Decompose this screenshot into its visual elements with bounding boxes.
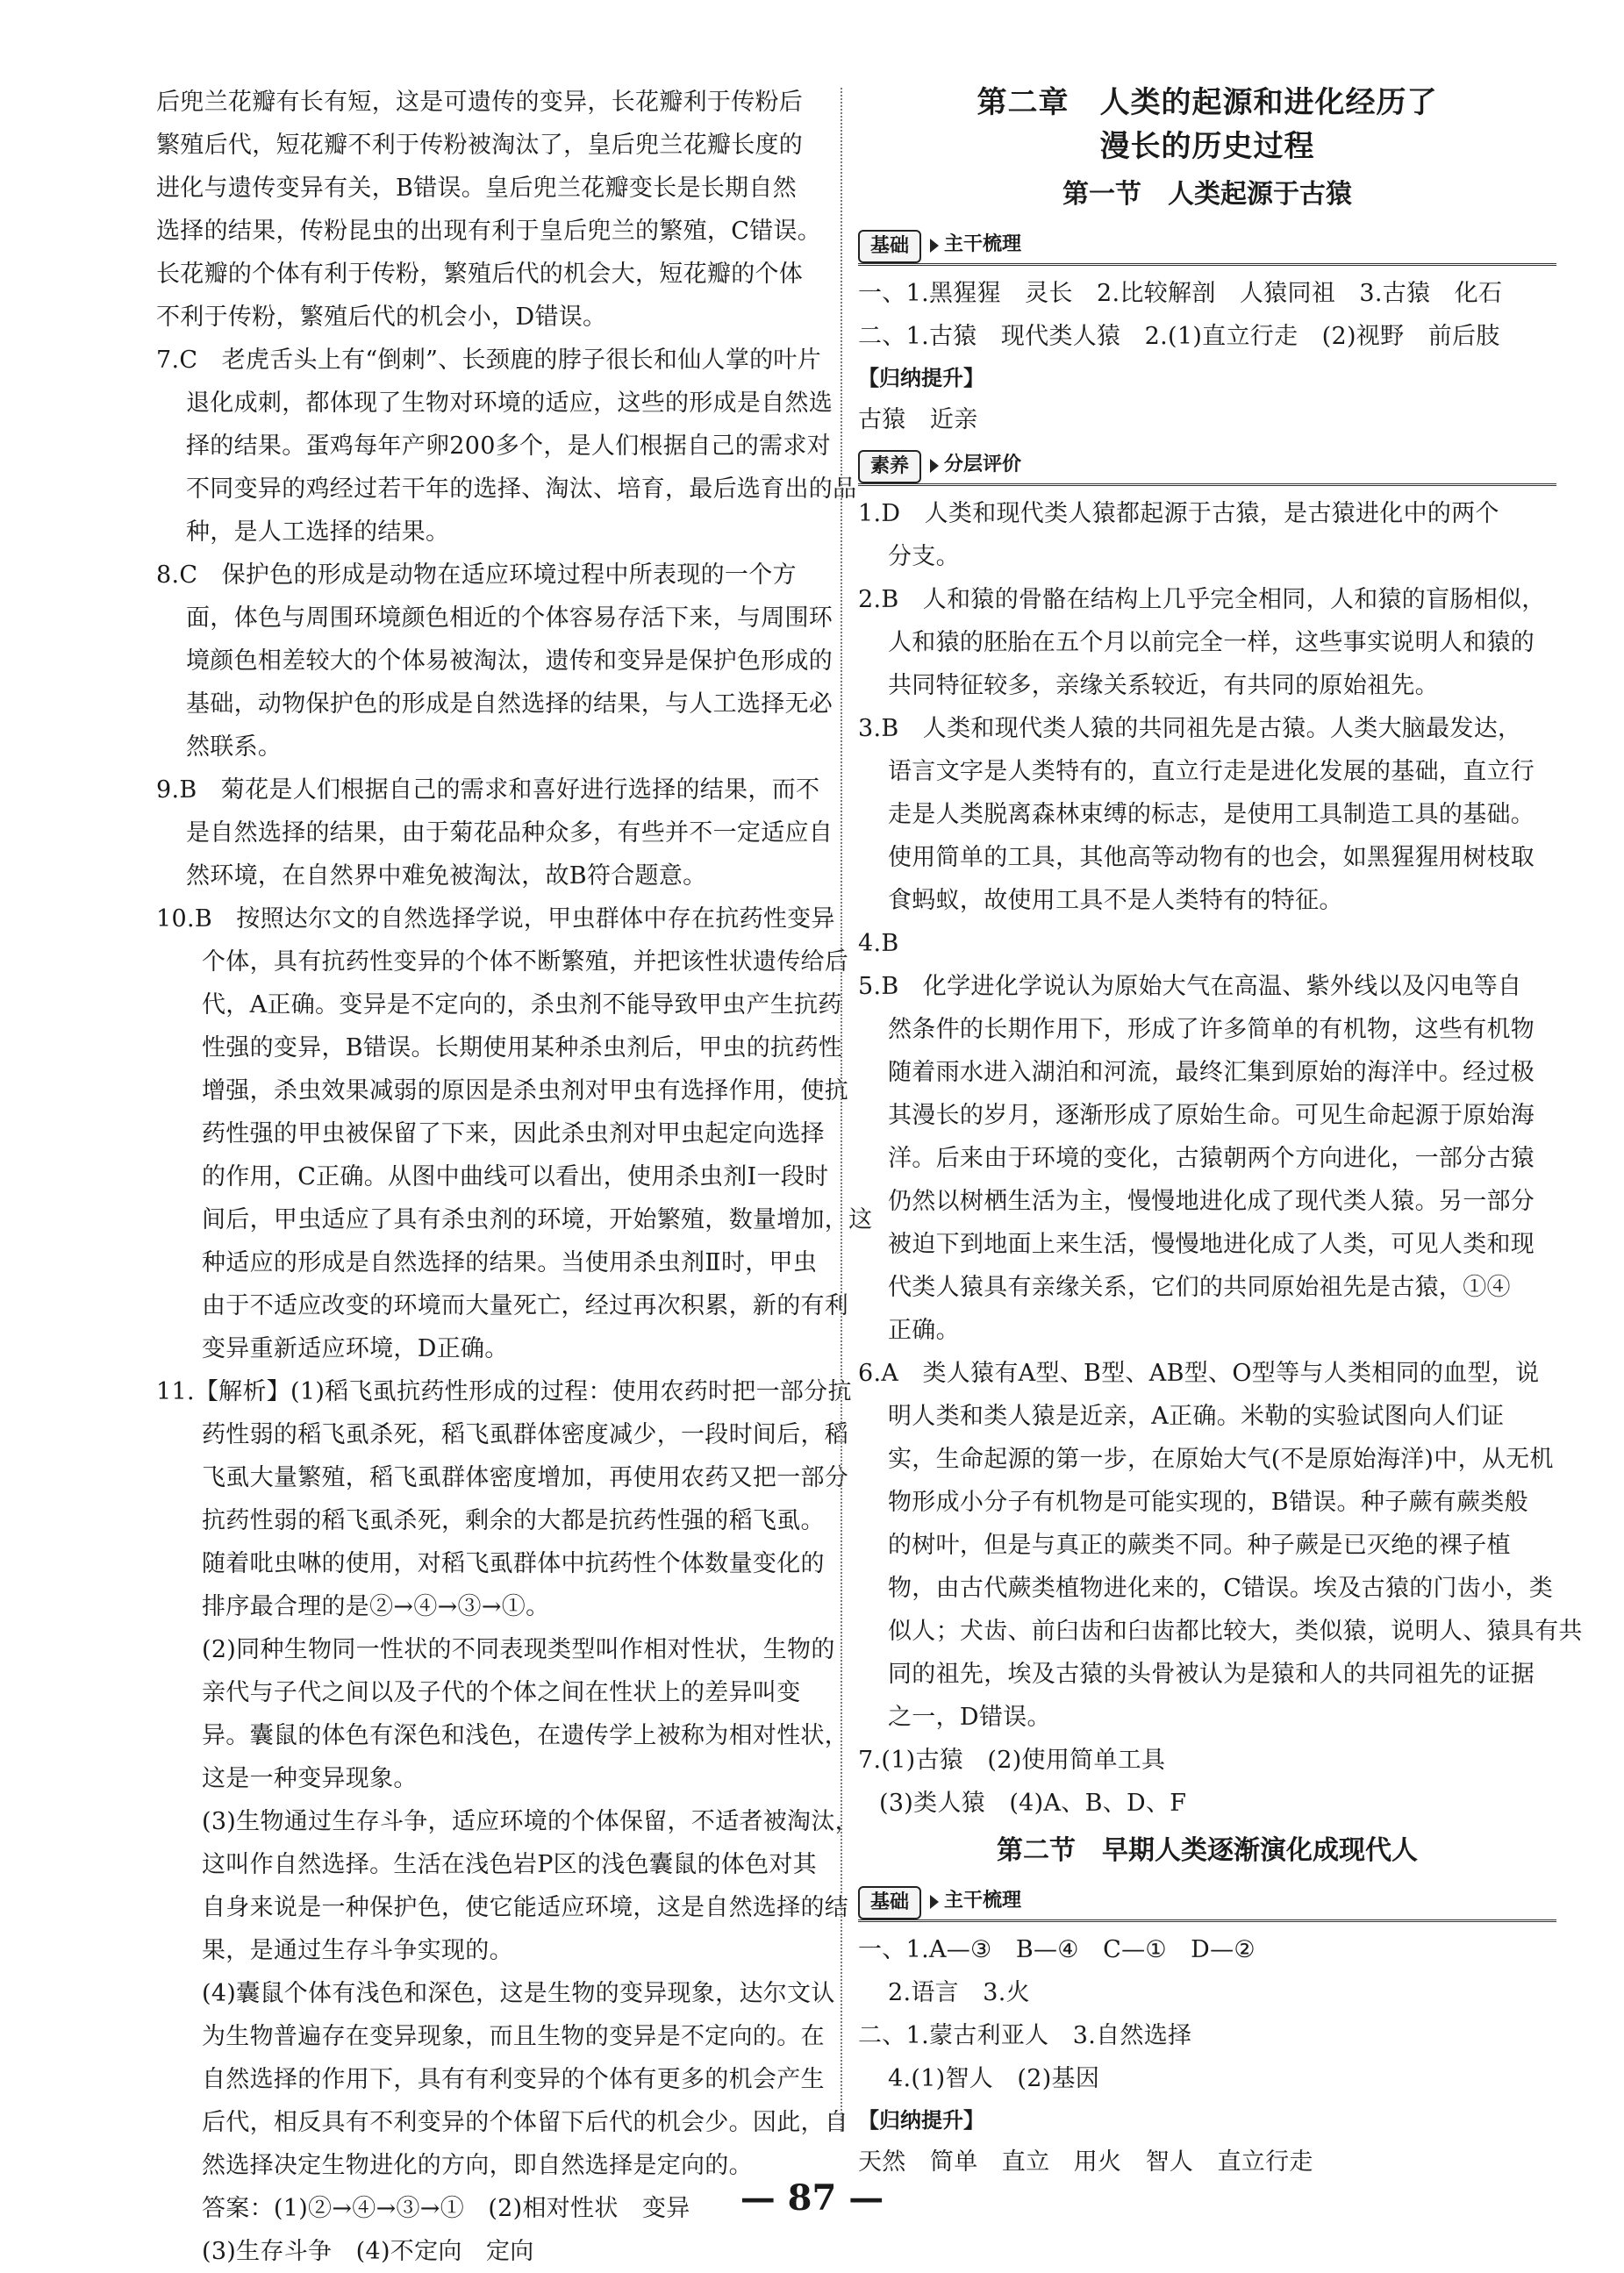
arrow-icon <box>930 239 939 253</box>
answer-3: 3.B 人类和现代类人猿的共同祖先是古猿。人类大脑最发达， <box>858 715 1522 742</box>
text-line: 间后，甲虫适应了具有杀虫剂的环境，开始繁殖，数量增加，这 <box>202 1206 873 1233</box>
text-line: 境颜色相差较大的个体易被淘汰，遗传和变异是保护色形成的 <box>186 647 833 675</box>
text-line: (3)生存斗争 (4)不定向 定向 <box>202 2238 534 2265</box>
text-line: 果，是通过生存斗争实现的。 <box>202 1937 513 1964</box>
text-line: 是自然选择的结果，由于菊花品种众多，有些并不一定适应自 <box>186 819 833 847</box>
answer-10: 10.B 按照达尔文的自然选择学说，甲虫群体中存在抗药性变异 <box>156 905 835 933</box>
answer-9: 9.B 菊花是人们根据自己的需求和喜好进行选择的结果，而不 <box>156 776 820 804</box>
text-line: 个体，具有抗药性变异的个体不断繁殖，并把该性状遗传给后 <box>202 948 849 976</box>
text-line: 代类人猿具有亲缘关系，它们的共同原始祖先是古猿，①④ <box>888 1274 1511 1301</box>
text-line: 似人；犬齿、前臼齿和臼齿都比较大，类似猿，说明人、猿具有共 <box>888 1618 1583 1645</box>
header-rule <box>858 263 1556 266</box>
text-line: 排序最合理的是②→④→③→①。 <box>202 1593 550 1620</box>
text-line: 进化与遗传变异有关，B错误。皇后兜兰花瓣变长是长期自然 <box>156 175 797 202</box>
text-line: 语言文字是人类特有的，直立行走是进化发展的基础，直立行 <box>888 758 1535 785</box>
text-line: 洋。后来由于环境的变化，古猿朝两个方向进化，一部分古猿 <box>888 1145 1535 1172</box>
text-line: 共同特征较多，亲缘关系较近，有共同的原始祖先。 <box>888 672 1439 699</box>
text-line: 被迫下到地面上来生活，慢慢地进化成了人类，可见人类和现 <box>888 1231 1535 1258</box>
text-line: 其漫长的岁月，逐渐形成了原始生命。可见生命起源于原始海 <box>888 1102 1535 1129</box>
text-line: 药性弱的稻飞虱杀死，稻飞虱群体密度减少，一段时间后，稻 <box>202 1421 849 1448</box>
header-title: 分层评价 <box>944 454 1022 475</box>
text-line: 种，是人工选择的结果。 <box>186 518 450 546</box>
text-line: 一、1.A—③ B—④ C—① D—② <box>858 1936 1256 1963</box>
text-line: 面，体色与周围环境颜色相近的个体容易存活下来，与周围环 <box>186 604 833 632</box>
text-line: 仍然以树栖生活为主，慢慢地进化成了现代类人猿。另一部分 <box>888 1188 1535 1215</box>
text-line: 使用简单的工具，其他高等动物有的也会，如黑猩猩用树枝取 <box>888 844 1535 871</box>
text-line: 随着雨水进入湖泊和河流，最终汇集到原始的海洋中。经过极 <box>888 1059 1535 1086</box>
summary-label: 【归纳提升】 <box>858 2108 984 2133</box>
text-line: 飞虱大量繁殖，稻飞虱群体密度增加，再使用农药又把一部分 <box>202 1464 849 1491</box>
header-rule <box>858 483 1556 486</box>
summary-label: 【归纳提升】 <box>858 366 984 390</box>
text-line: 这叫作自然选择。生活在浅色岩P区的浅色囊鼠的体色对其 <box>202 1851 817 1878</box>
text-line: 二、1.古猿 现代类人猿 2.(1)直立行走 (2)视野 前后肢 <box>858 323 1500 350</box>
text-line: 一、1.黑猩猩 灵长 2.比较解剖 人猿同祖 3.古猿 化石 <box>858 280 1503 307</box>
text-line: 的树叶，但是与真正的蕨类不同。种子蕨是已灭绝的裸子植 <box>888 1532 1511 1559</box>
answer-7: 7.(1)古猿 (2)使用简单工具 <box>858 1747 1166 1774</box>
text-line: 不同变异的鸡经过若干年的选择、淘汰、培育，最后选育出的品 <box>186 475 857 503</box>
text-line: 亲代与子代之间以及子代的个体之间在性状上的差异叫变 <box>202 1679 801 1706</box>
text-line: 然条件的长期作用下，形成了许多简单的有机物，这些有机物 <box>888 1016 1535 1043</box>
chapter-title: 第二章 人类的起源和进化经历了 <box>977 85 1438 120</box>
page-number: — 87 — <box>740 2177 884 2219</box>
text-line: 选择的结果，传粉昆虫的出现有利于皇后兜兰的繁殖，C错误。 <box>156 218 822 245</box>
text-line: 为生物普遍存在变异现象，而且生物的变异是不定向的。在 <box>202 2023 825 2050</box>
header-tag: 基础 <box>858 230 921 263</box>
section-header-bar <box>858 1883 1556 1921</box>
column-divider <box>841 88 842 2132</box>
text-line: 代，A正确。变异是不定向的，杀虫剂不能导致甲虫产生抗药 <box>202 991 842 1019</box>
answer-11: 11.【解析】(1)稻飞虱抗药性形成的过程：使用农药时把一部分抗 <box>156 1378 852 1405</box>
text-line: 天然 简单 直立 用火 智人 直立行走 <box>858 2148 1313 2176</box>
header-title: 主干梳理 <box>944 1890 1022 1912</box>
text-line: (3)生物通过生存斗争，适应环境的个体保留，不适者被淘汰， <box>202 1808 859 1835</box>
answer-summary: 答案：(1)②→④→③→① (2)相对性状 变异 <box>202 2195 690 2222</box>
text-line: 食蚂蚁，故使用工具不是人类特有的特征。 <box>888 887 1343 914</box>
text-line: 异。囊鼠的体色有深色和浅色，在遗传学上被称为相对性状， <box>202 1722 849 1749</box>
text-line: 长花瓣的个体有利于传粉，繁殖后代的机会大，短花瓣的个体 <box>156 261 804 288</box>
text-line: 明人类和类人猿是近亲，A正确。米勒的实验试图向人们证 <box>888 1403 1505 1430</box>
text-line: 然联系。 <box>186 733 283 761</box>
text-line: 然环境，在自然界中难免被淘汰，故B符合题意。 <box>186 862 707 890</box>
section-header-bar <box>858 447 1556 485</box>
text-line: 自身来说是一种保护色，使它能适应环境，这是自然选择的结 <box>202 1894 849 1921</box>
answer-7: 7.C 老虎舌头上有“倒刺”、长颈鹿的脖子很长和仙人掌的叶片 <box>156 347 822 374</box>
text-line: 古猿 近亲 <box>858 406 978 433</box>
text-line: (3)类人猿 (4)A、B、D、F <box>879 1790 1187 1817</box>
text-line: 4.(1)智人 (2)基因 <box>888 2065 1100 2092</box>
text-line: 抗药性弱的稻飞虱杀死，剩余的大都是抗药性强的稻飞虱。 <box>202 1507 825 1534</box>
text-line: 性强的变异，B错误。长期使用某种杀虫剂后，甲虫的抗药性 <box>202 1034 842 1061</box>
text-line: 同的祖先，埃及古猿的头骨被认为是猿和人的共同祖先的证据 <box>888 1661 1535 1688</box>
text-line: 人和猿的胚胎在五个月以前完全一样，这些事实说明人和猿的 <box>888 629 1535 656</box>
arrow-icon <box>930 1895 939 1909</box>
text-line: 2.语言 3.火 <box>888 1979 1030 2006</box>
answer-1: 1.D 人类和现代类人猿都起源于古猿，是古猿进化中的两个 <box>858 500 1499 527</box>
answer-5: 5.B 化学进化学说认为原始大气在高温、紫外线以及闪电等自 <box>858 973 1522 1000</box>
text-line: 变异重新适应环境，D正确。 <box>202 1335 509 1362</box>
section-title: 第一节 人类起源于古猿 <box>1062 179 1352 210</box>
header-tag: 素养 <box>858 450 921 483</box>
header-tag: 基础 <box>858 1886 921 1919</box>
header-rule <box>858 1919 1556 1922</box>
text-line: 后代，相反具有不利变异的个体留下后代的机会少。因此，自 <box>202 2109 849 2136</box>
text-line: 这是一种变异现象。 <box>202 1765 418 1792</box>
text-line: 增强，杀虫效果减弱的原因是杀虫剂对甲虫有选择作用，使抗 <box>202 1077 849 1104</box>
answer-6: 6.A 类人猿有A型、B型、AB型、O型等与人类相同的血型，说 <box>858 1360 1540 1387</box>
text-line: 之一，D错误。 <box>888 1704 1051 1731</box>
arrow-icon <box>930 459 939 473</box>
text-line: 不利于传粉，繁殖后代的机会小，D错误。 <box>156 304 607 331</box>
text-line: 药性强的甲虫被保留了下来，因此杀虫剂对甲虫起定向选择 <box>202 1120 825 1147</box>
text-line: 择的结果。蛋鸡每年产卵200多个，是人们根据自己的需求对 <box>186 432 831 460</box>
text-line: 分支。 <box>888 543 960 570</box>
text-line: (2)同种生物同一性状的不同表现类型叫作相对性状，生物的 <box>202 1636 835 1663</box>
text-line: 正确。 <box>888 1317 960 1344</box>
text-line: 物形成小分子有机物是可能实现的，B错误。种子蕨有蕨类般 <box>888 1489 1528 1516</box>
text-line: 物，由古代蕨类植物进化来的，C错误。埃及古猿的门齿小，类 <box>888 1575 1554 1602</box>
answer-8: 8.C 保护色的形成是动物在适应环境过程中所表现的一个方 <box>156 561 797 589</box>
chapter-title-line-2: 漫长的历史过程 <box>1099 129 1315 164</box>
left-column <box>156 81 873 2273</box>
text-line: 由于不适应改变的环境而大量死亡，经过再次积累，新的有利 <box>202 1292 849 1319</box>
text-line: 后兜兰花瓣有长有短，这是可遗传的变异，长花瓣利于传粉后 <box>156 89 804 116</box>
text-line: 的作用，C正确。从图中曲线可以看出，使用杀虫剂Ⅰ一段时 <box>202 1163 829 1190</box>
text-line: 退化成刺，都体现了生物对环境的适应，这些的形成是自然选 <box>186 390 833 417</box>
text-line: (4)囊鼠个体有浅色和深色，这是生物的变异现象，达尔文认 <box>202 1980 835 2007</box>
text-line: 二、1.蒙古利亚人 3.自然选择 <box>858 2022 1192 2049</box>
text-line: 自然选择的作用下，具有有利变异的个体有更多的机会产生 <box>202 2066 825 2093</box>
text-line: 种适应的形成是自然选择的结果。当使用杀虫剂Ⅱ时，甲虫 <box>202 1249 818 1276</box>
section-header-bar <box>858 226 1556 265</box>
answer-2: 2.B 人和猿的骨骼在结构上几乎完全相同，人和猿的盲肠相似， <box>858 586 1546 613</box>
header-title: 主干梳理 <box>944 233 1022 255</box>
text-line: 走是人类脱离森林束缚的标志，是使用工具制造工具的基础。 <box>888 801 1535 828</box>
text-line: 基础，动物保护色的形成是自然选择的结果，与人工选择无必 <box>186 690 833 718</box>
text-line: 繁殖后代，短花瓣不利于传粉被淘汰了，皇后兜兰花瓣长度的 <box>156 132 804 159</box>
text-line: 随着吡虫啉的使用，对稻飞虱群体中抗药性个体数量变化的 <box>202 1550 825 1577</box>
right-column <box>858 81 1583 2184</box>
answer-4: 4.B <box>858 930 899 957</box>
text-line: 然选择决定生物进化的方向，即自然选择是定向的。 <box>202 2152 753 2179</box>
section-title: 第二节 早期人类逐渐演化成现代人 <box>997 1835 1418 1866</box>
text-line: 实，生命起源的第一步，在原始大气(不是原始海洋)中，从无机 <box>888 1446 1554 1473</box>
